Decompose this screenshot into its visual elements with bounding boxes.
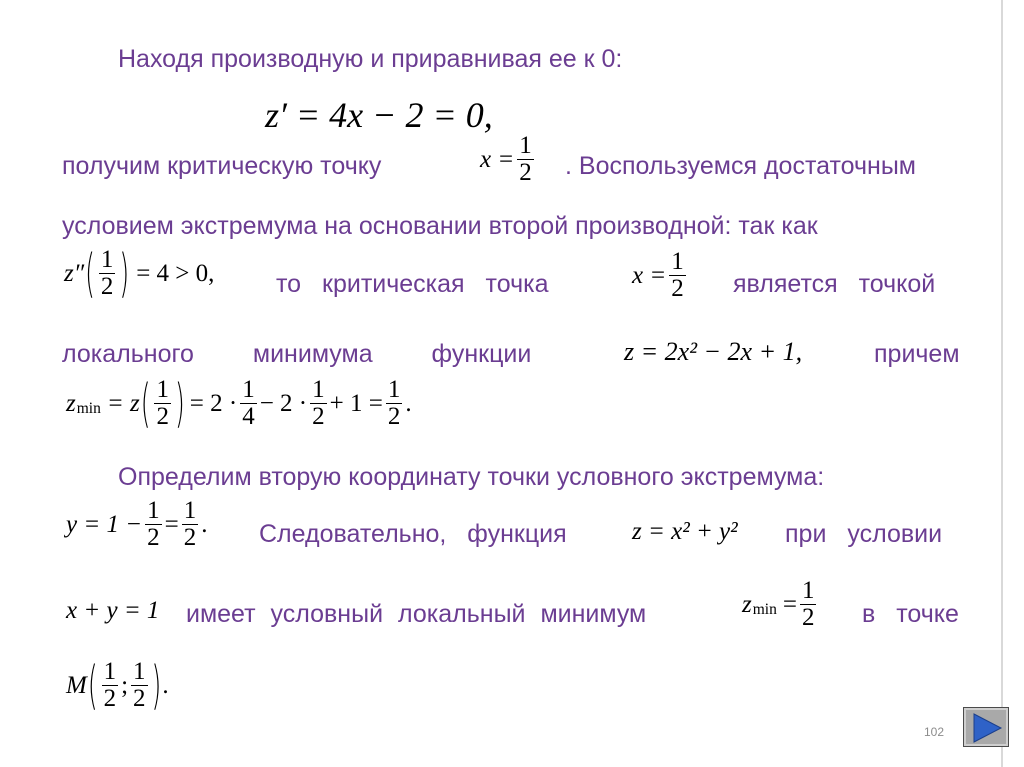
under-condition-text: при условии — [785, 520, 943, 548]
next-slide-button[interactable] — [963, 707, 1009, 747]
condition-text: условием экстремума на основании второй производной: так как — [62, 212, 818, 240]
critical-point-formula: x = $\frac{1}{2}$ — [480, 132, 532, 187]
second-coordinate-text: Определим вторую координату точки условного экстремума: — [118, 463, 825, 491]
at-point-text: в точке — [862, 600, 959, 628]
critical-point-label: то критическая точка — [276, 270, 549, 298]
objective-function: z = x² + y² — [632, 518, 738, 545]
therefore-text: Следовательно, функция — [259, 520, 567, 548]
is-point-text: является точкой — [733, 270, 936, 298]
local-minimum-text: локального минимума функции — [62, 340, 532, 368]
critical-point-text: получим критическую точку — [62, 152, 382, 180]
play-arrow-icon — [971, 712, 1003, 744]
sufficient-condition-text: . Воспользуемся достаточным — [565, 152, 916, 180]
critical-point-formula-2: x = $\frac{1}{2}$ — [632, 248, 684, 303]
second-derivative-formula: z″ ( $\frac{1}{2}$ ) = 4 > 0, — [64, 244, 215, 304]
point-m-formula: M ( $\frac{1}{2}$ ; $\frac{1}{2}$ ) . — [66, 656, 169, 716]
page-number: 102 — [924, 725, 945, 739]
zmin-value: z min = $\frac{1}{2}$ — [742, 577, 815, 632]
y-coordinate-formula: y = 1 − $\frac{1}{2}$ = $\frac{1}{2}$ . — [66, 497, 208, 552]
right-divider — [1001, 0, 1003, 767]
derivative-equation: z′ = 4x − 2 = 0, — [265, 95, 493, 135]
function-formula: z = 2x² − 2x + 1, — [624, 337, 803, 366]
constraint-formula: x + y = 1 — [66, 597, 160, 624]
intro-text: Находя производную и приравнивая ее к 0: — [118, 45, 623, 73]
conditional-minimum-text: имеет условный локальный минимум — [186, 600, 647, 628]
zmin-calculation: z min = z ( $\frac{1}{2}$ ) = 2 · $\frac{1}{4}$ − 2 · $\frac{1}{2}$ + 1 = $\frac{1}{2}$ . — [66, 374, 412, 434]
whereby-text: причем — [874, 340, 960, 368]
